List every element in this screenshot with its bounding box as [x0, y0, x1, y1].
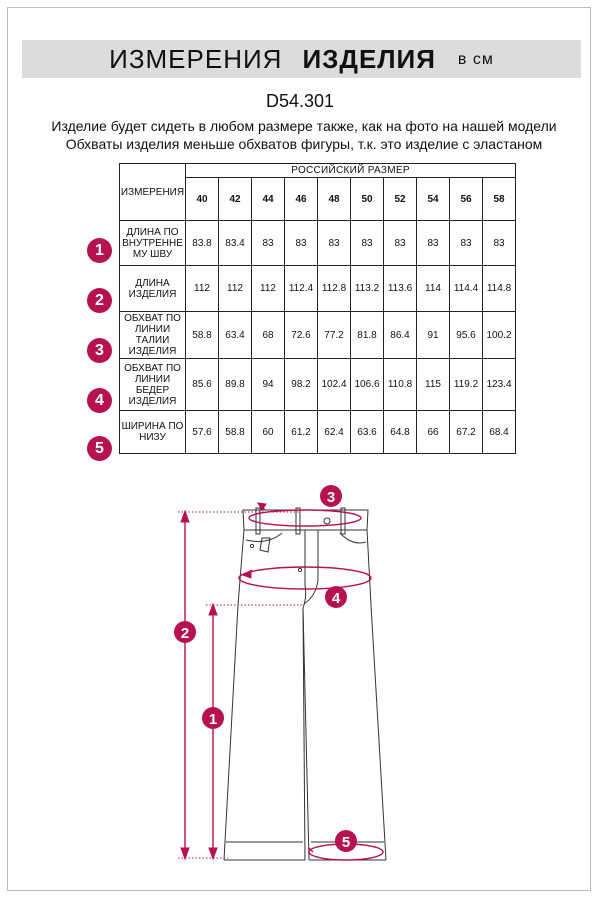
marker-label: 1 — [208, 711, 218, 728]
value-cell: 100.2 — [483, 312, 516, 359]
value-cell: 63.4 — [219, 312, 252, 359]
measurement-guides — [178, 503, 383, 860]
value-cell: 83 — [483, 221, 516, 266]
pants-outline — [224, 508, 386, 860]
value-cell: 94 — [252, 359, 285, 411]
value-cell: 112.4 — [285, 266, 318, 312]
product-code: D54.301 — [265, 91, 335, 111]
value-cell: 91 — [417, 312, 450, 359]
value-cell: 68.4 — [483, 411, 516, 454]
row-number-badge: 4 — [87, 388, 112, 413]
value-cell: 83 — [285, 221, 318, 266]
size-group-label: РОССИЙСКИЙ РАЗМЕР — [186, 164, 516, 178]
value-cell: 113.2 — [351, 266, 384, 312]
value-cell: 114 — [417, 266, 450, 312]
value-cell: 58.8 — [186, 312, 219, 359]
diagram-markers — [174, 485, 357, 852]
value-cell: 67.2 — [450, 411, 483, 454]
value-cell: 83 — [318, 221, 351, 266]
value-cell: 85.6 — [186, 359, 219, 411]
size-cell: 54 — [417, 178, 450, 221]
row-label: ШИРИНА ПО НИЗУ — [120, 411, 186, 454]
value-cell: 123.4 — [483, 359, 516, 411]
value-cell: 115 — [417, 359, 450, 411]
value-cell: 113.6 — [384, 266, 417, 312]
value-cell: 83 — [384, 221, 417, 266]
value-cell: 112.8 — [318, 266, 351, 312]
value-cell: 83 — [417, 221, 450, 266]
size-cell: 42 — [219, 178, 252, 221]
elastane-note: Обхваты изделия меньше обхватов фигуры, т.к. это изделие с эластаном — [65, 136, 543, 152]
value-cell: 112 — [219, 266, 252, 312]
value-cell: 62.4 — [318, 411, 351, 454]
size-cell: 48 — [318, 178, 351, 221]
value-cell: 112 — [252, 266, 285, 312]
value-cell: 83 — [450, 221, 483, 266]
value-cell: 68 — [252, 312, 285, 359]
marker-label: 3 — [326, 489, 336, 506]
size-cell: 44 — [252, 178, 285, 221]
row-number-badge: 3 — [87, 338, 112, 363]
corner-label: ИЗМЕРЕНИЯ — [120, 164, 186, 221]
row-number-badge: 5 — [87, 436, 112, 461]
marker-label: 4 — [331, 590, 341, 607]
size-cell: 58 — [483, 178, 516, 221]
size-cell: 40 — [186, 178, 219, 221]
value-cell: 66 — [417, 411, 450, 454]
row-label: ДЛИНА ИЗДЕЛИЯ — [120, 266, 186, 312]
value-cell: 102.4 — [318, 359, 351, 411]
value-cell: 98.2 — [285, 359, 318, 411]
marker-label: 5 — [341, 834, 351, 851]
row-label: ОБХВАТ ПО ЛИНИИ БЕДЕР ИЗДЕЛИЯ — [120, 359, 186, 411]
value-cell: 58.8 — [219, 411, 252, 454]
value-cell: 64.8 — [384, 411, 417, 454]
value-cell: 112 — [186, 266, 219, 312]
value-cell: 95.6 — [450, 312, 483, 359]
value-cell: 81.8 — [351, 312, 384, 359]
fit-note: Изделие будет сидеть в любом размере также, как на фото на нашей модели — [51, 118, 557, 134]
size-cell: 52 — [384, 178, 417, 221]
row-number-badge: 1 — [87, 238, 112, 263]
title-product: ИЗДЕЛИЯ — [302, 43, 436, 74]
value-cell: 83 — [351, 221, 384, 266]
value-cell: 83 — [252, 221, 285, 266]
value-cell: 89.8 — [219, 359, 252, 411]
value-cell: 57.6 — [186, 411, 219, 454]
value-cell: 106.6 — [351, 359, 384, 411]
value-cell: 119.2 — [450, 359, 483, 411]
value-cell: 110.8 — [384, 359, 417, 411]
value-cell: 83.4 — [219, 221, 252, 266]
value-cell: 83.8 — [186, 221, 219, 266]
title-measurements: ИЗМЕРЕНИЯ — [109, 43, 283, 74]
size-cell: 46 — [285, 178, 318, 221]
row-label: ОБХВАТ ПО ЛИНИИ ТАЛИИ ИЗДЕЛИЯ — [120, 312, 186, 359]
value-cell: 114.8 — [483, 266, 516, 312]
marker-label: 2 — [180, 625, 190, 642]
value-cell: 86.4 — [384, 312, 417, 359]
value-cell: 77.2 — [318, 312, 351, 359]
title-unit: в см — [457, 51, 494, 68]
row-label: ДЛИНА ПО ВНУТРЕННЕ МУ ШВУ — [120, 221, 186, 266]
size-cell: 56 — [450, 178, 483, 221]
value-cell: 63.6 — [351, 411, 384, 454]
value-cell: 114.4 — [450, 266, 483, 312]
size-cell: 50 — [351, 178, 384, 221]
value-cell: 60 — [252, 411, 285, 454]
value-cell: 72.6 — [285, 312, 318, 359]
row-number-badge: 2 — [87, 288, 112, 313]
value-cell: 61.2 — [285, 411, 318, 454]
